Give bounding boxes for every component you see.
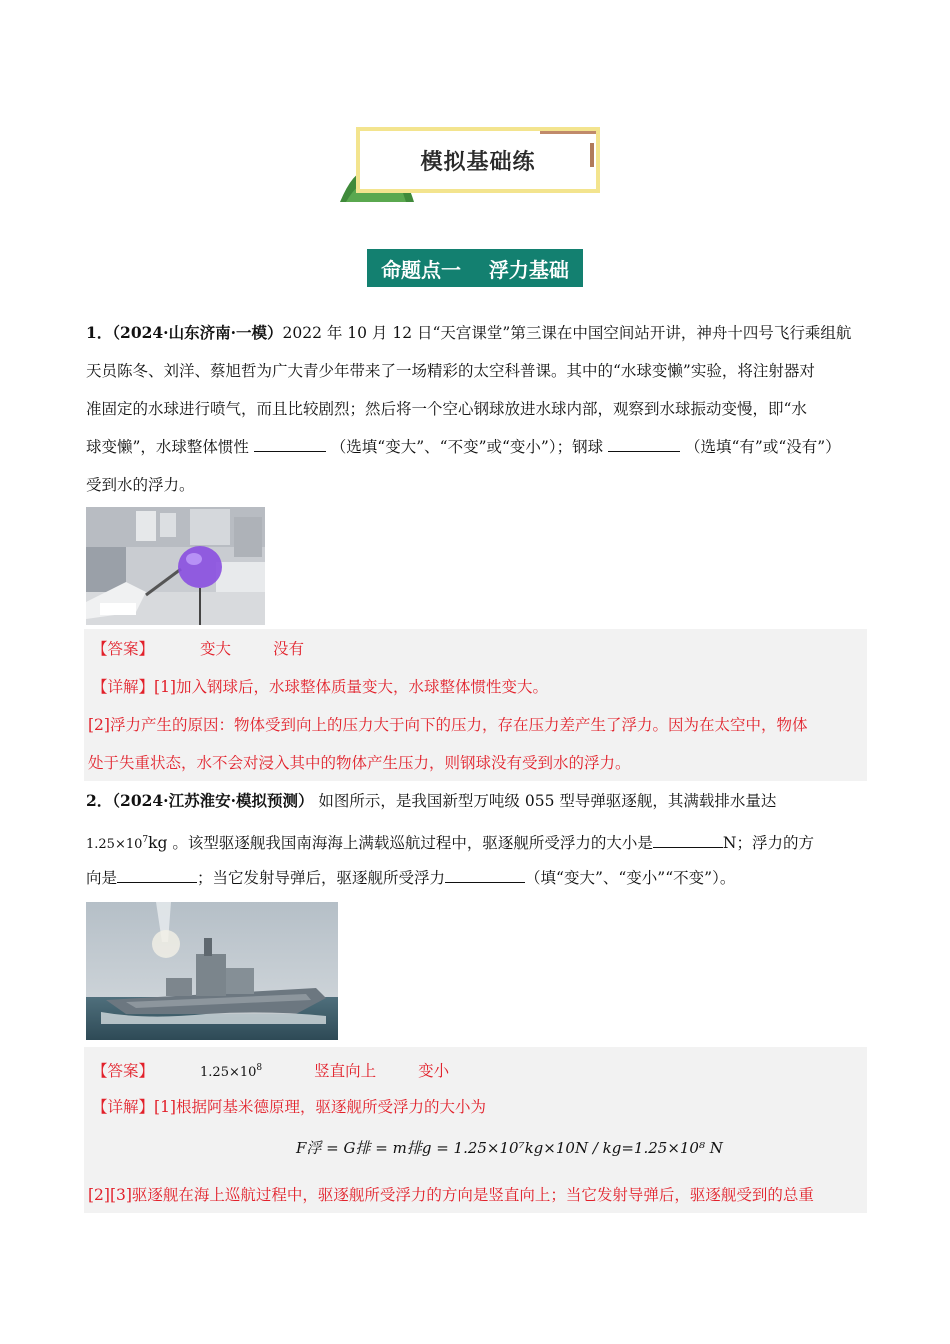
q2-line2-part2: kg 。该型驱逐舰我国南海海上满载巡航过程中，驱逐舰所受浮力的大小是 xyxy=(148,834,653,852)
destroyer-illustration xyxy=(86,902,338,1040)
banner-title: 模拟基础练 xyxy=(420,149,536,175)
q2-line3-part3: （填“变大”、“变小”“不变”）。 xyxy=(525,869,736,887)
q1-line3: 准固定的水球进行喷气，而且比较剧烈；然后将一个空心钢球放进水球内部，观察到水球振动变慢，即“水 xyxy=(86,400,807,418)
q1-line4-part1: 球变懒”，水球整体惯性 xyxy=(86,438,254,456)
destroyer-photo xyxy=(86,902,338,1040)
water-ball-photo xyxy=(86,507,265,625)
q2-answer-3: 变小 xyxy=(418,1062,450,1080)
q1-blank-1[interactable] xyxy=(254,437,326,452)
q2-formula: F浮 = G排 = m排g = 1.25×10⁷kg×10N / kg=1.25×10⁸ N xyxy=(296,1139,723,1157)
q2-blank-3[interactable] xyxy=(445,868,525,883)
q1-line4 xyxy=(86,436,841,458)
q2-line2-part3: N；浮力的方 xyxy=(722,834,814,852)
q2-line2 xyxy=(86,829,814,856)
q1-source: （2024·山东济南·一模） xyxy=(112,323,283,342)
q1-text: 2022 年 10 月 12 日“天宫课堂”第三课在中国空间站开讲，神舟十四号飞行乘组航 xyxy=(282,324,852,342)
q2-answer-label: 【答案】 xyxy=(92,1062,155,1080)
q2-line3-part1: 向是 xyxy=(86,869,118,887)
q2-blank-2[interactable] xyxy=(117,868,197,883)
q1-number: 1． xyxy=(86,323,113,342)
q1-line1 xyxy=(86,322,851,344)
q1-explain-line1 xyxy=(92,676,548,698)
q2-blank-1[interactable] xyxy=(653,833,723,848)
q1-answer-label: 【答案】 xyxy=(92,640,155,658)
q1-line4-part2: （选填“变大”、“不变”或“变小”）；钢球 xyxy=(330,438,609,456)
q1-explain-1: [1]加入钢球后，水球整体质量变大，水球整体惯性变大。 xyxy=(154,678,548,696)
q1-answer-line xyxy=(92,638,304,660)
q2-number: 2． xyxy=(86,791,113,810)
q2-answer-1-base: 1.25×10 xyxy=(200,1065,257,1080)
q1-explain-2b: 处于失重状态，水不会对浸入其中的物体产生压力，则钢球没有受到水的浮力。 xyxy=(88,754,631,772)
q2-text: 如图所示，是我国新型万吨级 055 型导弹驱逐舰，其满载排水量达 xyxy=(318,792,777,810)
q2-line3-part2: ；当它发射导弹后，驱逐舰所受浮力 xyxy=(197,869,446,887)
section-title: 命题点一 浮力基础 xyxy=(367,249,583,287)
q2-source: （2024·江苏淮安·模拟预测） xyxy=(112,791,314,810)
q2-line3 xyxy=(86,867,735,889)
q2-explain-label: 【详解】 xyxy=(92,1098,155,1116)
q1-answer-2: 没有 xyxy=(273,640,305,658)
q2-answer-line xyxy=(92,1057,449,1084)
water-ball-illustration xyxy=(86,507,265,625)
q1-blank-2[interactable] xyxy=(608,437,680,452)
q1-line4-part3: （选填“有”或“没有”） xyxy=(684,438,841,456)
q2-answer-1-exp: 8 xyxy=(256,1063,263,1073)
q1-line5: 受到水的浮力。 xyxy=(86,476,195,494)
q1-explain-label: 【详解】 xyxy=(92,678,155,696)
q2-line1 xyxy=(86,790,776,812)
q1-line2: 天员陈冬、刘洋、蔡旭哲为广大青少年带来了一场精彩的太空科普课。其中的“水球变懒”实验，将注射器对 xyxy=(86,362,815,380)
q2-explain-2: [2][3]驱逐舰在海上巡航过程中，驱逐舰所受浮力的方向是竖直向上；当它发射导弹后，驱逐舰受到的总重 xyxy=(88,1186,814,1204)
q2-answer-2: 竖直向上 xyxy=(314,1062,377,1080)
q2-explain-line1 xyxy=(92,1096,486,1118)
q1-answer-1: 变大 xyxy=(200,640,232,658)
q1-explain-2a: [2]浮力产生的原因：物体受到向上的压力大于向下的压力，存在压力差产生了浮力。因为在太空中，物体 xyxy=(88,716,808,734)
q2-explain-1: [1]根据阿基米德原理，驱逐舰所受浮力的大小为 xyxy=(154,1098,486,1116)
q2-mass-exp: 7 xyxy=(142,835,149,845)
q2-mass-base: 1.25×10 xyxy=(86,837,143,852)
